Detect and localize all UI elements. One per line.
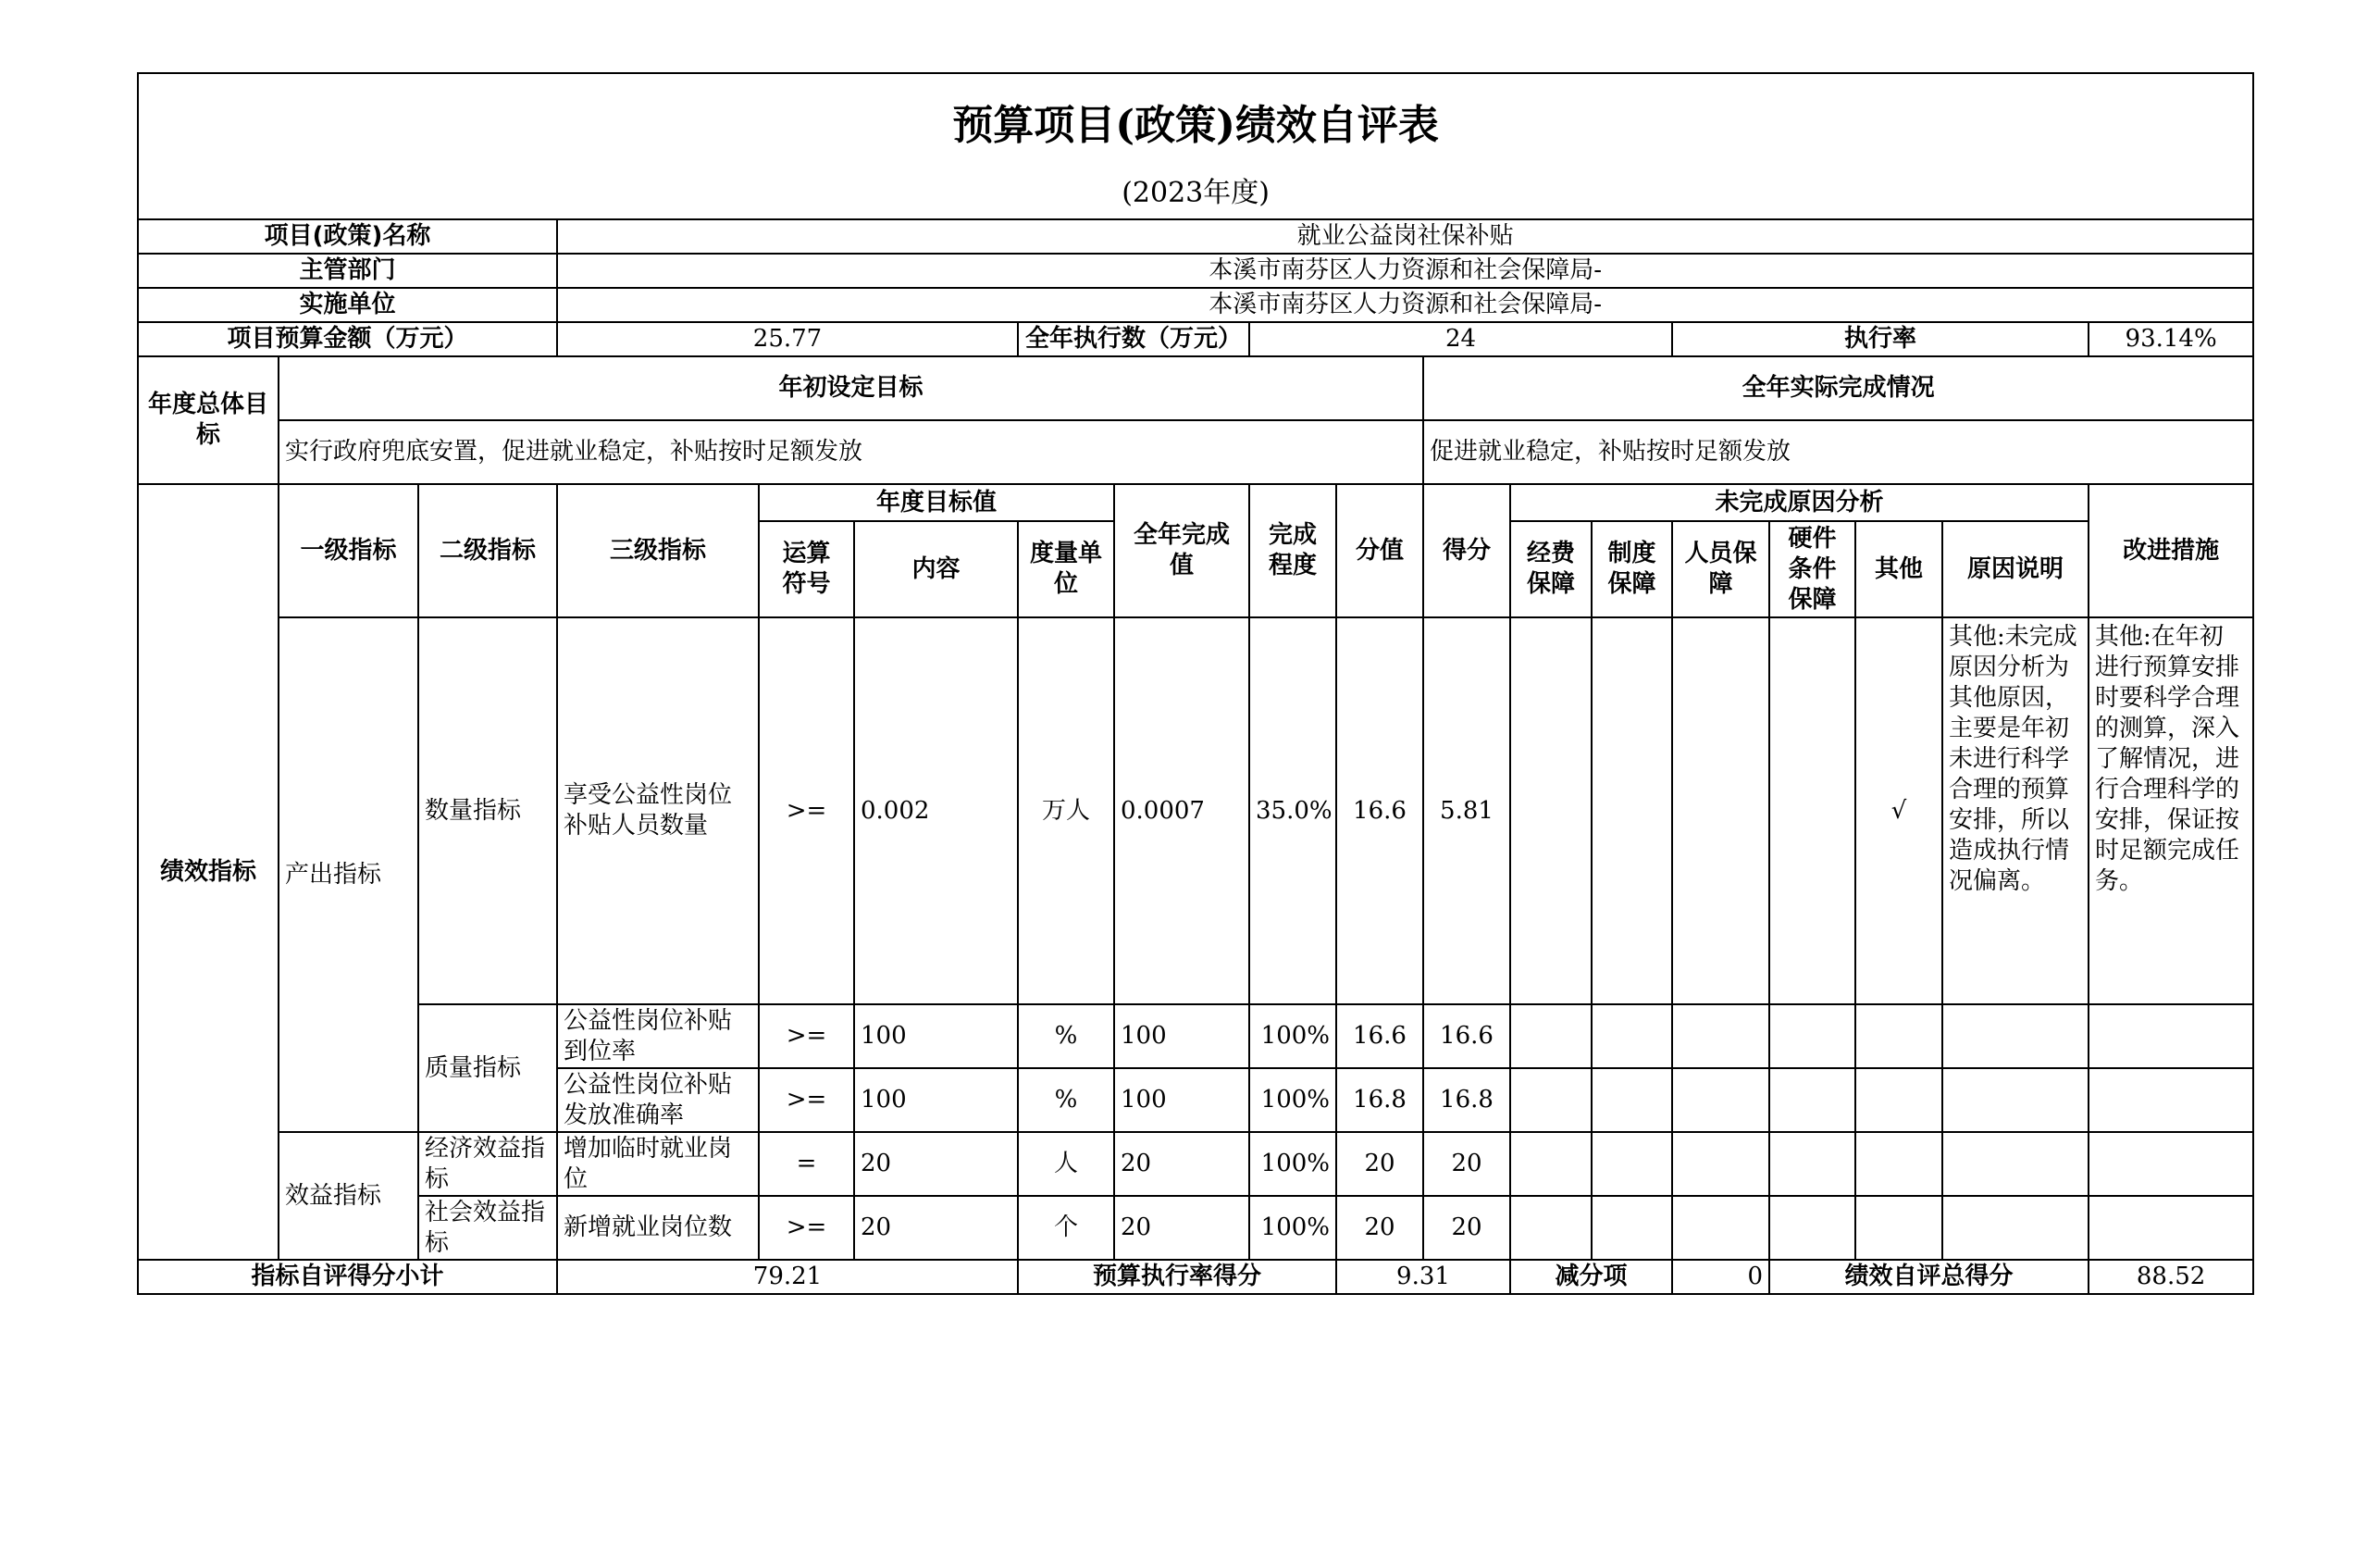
r-staff-cell	[1672, 1196, 1769, 1260]
lvl2-social: 社会效益指标	[418, 1196, 557, 1260]
weight-cell: 16.8	[1336, 1068, 1423, 1132]
r-other-cell	[1855, 1004, 1942, 1068]
deduct-label: 减分项	[1510, 1260, 1672, 1294]
performance-table	[137, 72, 2254, 1295]
r-sys-cell	[1592, 1132, 1672, 1196]
header-r-fund: 经费保障	[1510, 521, 1592, 617]
lvl2-economic: 经济效益指标	[418, 1132, 557, 1196]
score-cell: 16.8	[1423, 1068, 1510, 1132]
r-hw-cell	[1769, 1132, 1855, 1196]
table-row	[138, 1196, 2253, 1260]
r-staff-cell	[1672, 617, 1769, 1004]
degree-cell: 35.0%	[1249, 617, 1336, 1004]
goal-done-text: 促进就业稳定，补贴按时足额发放	[1423, 420, 2253, 484]
header-lvl3: 三级指标	[557, 484, 759, 617]
total-value: 88.52	[2089, 1260, 2253, 1294]
unit-cell: %	[1018, 1004, 1114, 1068]
improve-cell	[2089, 1068, 2253, 1132]
r-hw-cell	[1769, 1068, 1855, 1132]
content-cell: 20	[854, 1196, 1018, 1260]
exec-value: 24	[1249, 322, 1672, 356]
table-row	[138, 1004, 2253, 1068]
r-staff-cell	[1672, 1004, 1769, 1068]
subtotal-value: 79.21	[557, 1260, 1018, 1294]
dept-value: 本溪市南芬区人力资源和社会保障局-	[557, 254, 2253, 288]
budget-label: 项目预算金额（万元）	[138, 322, 557, 356]
lvl1-benefit: 效益指标	[279, 1132, 418, 1260]
lvl3-cell: 新增就业岗位数	[557, 1196, 759, 1260]
improve-cell	[2089, 1196, 2253, 1260]
header-content: 内容	[854, 521, 1018, 617]
goal-done-header: 全年实际完成情况	[1423, 356, 2253, 420]
score-cell: 16.6	[1423, 1004, 1510, 1068]
actual-cell: 20	[1114, 1132, 1249, 1196]
op-cell: >=	[759, 617, 854, 1004]
header-r-hw: 硬件条件保障	[1769, 521, 1855, 617]
unit-value: 本溪市南芬区人力资源和社会保障局-	[557, 288, 2253, 322]
r-other-check: √	[1855, 617, 1942, 1004]
subtotal-label: 指标自评得分小计	[138, 1260, 557, 1294]
r-note-cell	[1942, 1132, 2089, 1196]
improve-cell	[2089, 1004, 2253, 1068]
header-lvl2: 二级指标	[418, 484, 557, 617]
r-note-cell	[1942, 1196, 2089, 1260]
goal-set-text: 实行政府兜底安置，促进就业稳定，补贴按时足额发放	[279, 420, 1423, 484]
improve-cell	[2089, 1132, 2253, 1196]
content-cell: 20	[854, 1132, 1018, 1196]
weight-cell: 20	[1336, 1196, 1423, 1260]
actual-cell: 0.0007	[1114, 617, 1249, 1004]
content-cell: 100	[854, 1004, 1018, 1068]
score-cell: 20	[1423, 1132, 1510, 1196]
r-staff-cell	[1672, 1068, 1769, 1132]
r-fund-cell	[1510, 1132, 1592, 1196]
header-target-group: 年度目标值	[759, 484, 1114, 521]
weight-cell: 20	[1336, 1132, 1423, 1196]
lvl3-cell: 公益性岗位补贴到位率	[557, 1004, 759, 1068]
r-fund-cell	[1510, 1068, 1592, 1132]
lvl2-quality: 质量指标	[418, 1004, 557, 1132]
op-cell: >=	[759, 1004, 854, 1068]
r-other-cell	[1855, 1196, 1942, 1260]
weight-cell: 16.6	[1336, 1004, 1423, 1068]
header-lvl1: 一级指标	[279, 484, 418, 617]
lvl2-quantity: 数量指标	[418, 617, 557, 1004]
header-r-sys: 制度保障	[1592, 521, 1672, 617]
header-improve: 改进措施	[2089, 484, 2253, 617]
header-r-other: 其他	[1855, 521, 1942, 617]
r-other-cell	[1855, 1068, 1942, 1132]
improve-cell: 其他:在年初进行预算安排时要科学合理的测算，深入了解情况，进行合理科学的安排，保证按时足额完成任务。	[2089, 617, 2253, 1004]
content-cell: 100	[854, 1068, 1018, 1132]
unit-label: 实施单位	[138, 288, 557, 322]
lvl1-output: 产出指标	[279, 617, 418, 1132]
score-cell: 20	[1423, 1196, 1510, 1260]
budget-value: 25.77	[557, 322, 1018, 356]
op-cell: >=	[759, 1196, 854, 1260]
actual-cell: 20	[1114, 1196, 1249, 1260]
r-fund-cell	[1510, 617, 1592, 1004]
r-hw-cell	[1769, 617, 1855, 1004]
r-sys-cell	[1592, 1068, 1672, 1132]
project-name-label: 项目(政策)名称	[138, 219, 557, 254]
header-weight: 分值	[1336, 484, 1423, 617]
r-hw-cell	[1769, 1196, 1855, 1260]
unit-cell: 万人	[1018, 617, 1114, 1004]
rate-label: 执行率	[1672, 322, 2089, 356]
score-cell: 5.81	[1423, 617, 1510, 1004]
header-op: 运算符号	[759, 521, 854, 617]
header-unit: 度量单位	[1018, 521, 1114, 617]
degree-cell: 100%	[1249, 1196, 1336, 1260]
r-note-cell	[1942, 1068, 2089, 1132]
goal-set-header: 年初设定目标	[279, 356, 1423, 420]
r-other-cell	[1855, 1132, 1942, 1196]
header-score: 得分	[1423, 484, 1510, 617]
r-note-cell: 其他:未完成原因分析为其他原因，主要是年初未进行科学合理的预算安排，所以造成执行情况偏离。	[1942, 617, 2089, 1004]
op-cell: >=	[759, 1068, 854, 1132]
actual-cell: 100	[1114, 1068, 1249, 1132]
degree-cell: 100%	[1249, 1004, 1336, 1068]
project-name-value: 就业公益岗社保补贴	[557, 219, 2253, 254]
r-sys-cell	[1592, 1196, 1672, 1260]
header-reason-group: 未完成原因分析	[1510, 484, 2089, 521]
header-degree: 完成程度	[1249, 484, 1336, 617]
lvl3-cell: 公益性岗位补贴发放准确率	[557, 1068, 759, 1132]
year-subtitle: (2023年度)	[138, 178, 2253, 219]
lvl3-cell: 享受公益性岗位补贴人员数量	[557, 617, 759, 1004]
header-actual: 全年完成值	[1114, 484, 1249, 617]
degree-cell: 100%	[1249, 1132, 1336, 1196]
weight-cell: 16.6	[1336, 617, 1423, 1004]
dept-label: 主管部门	[138, 254, 557, 288]
total-label: 绩效自评总得分	[1769, 1260, 2089, 1294]
r-fund-cell	[1510, 1004, 1592, 1068]
actual-cell: 100	[1114, 1004, 1249, 1068]
unit-cell: %	[1018, 1068, 1114, 1132]
r-fund-cell	[1510, 1196, 1592, 1260]
unit-cell: 个	[1018, 1196, 1114, 1260]
r-sys-cell	[1592, 617, 1672, 1004]
header-r-note: 原因说明	[1942, 521, 2089, 617]
header-r-staff: 人员保障	[1672, 521, 1769, 617]
page-title: 预算项目(政策)绩效自评表	[138, 73, 2253, 178]
degree-cell: 100%	[1249, 1068, 1336, 1132]
deduct-value: 0	[1672, 1260, 1769, 1294]
lvl3-cell: 增加临时就业岗位	[557, 1132, 759, 1196]
r-sys-cell	[1592, 1004, 1672, 1068]
exec-label: 全年执行数（万元）	[1018, 322, 1249, 356]
table-row	[138, 1132, 2253, 1196]
annual-goal-label: 年度总体目标	[138, 356, 279, 484]
r-hw-cell	[1769, 1004, 1855, 1068]
unit-cell: 人	[1018, 1132, 1114, 1196]
op-cell: =	[759, 1132, 854, 1196]
r-staff-cell	[1672, 1132, 1769, 1196]
r-note-cell	[1942, 1004, 2089, 1068]
budget-score-value: 9.31	[1336, 1260, 1510, 1294]
content-cell: 0.002	[854, 617, 1018, 1004]
table-row	[138, 617, 2253, 1004]
rate-value: 93.14%	[2089, 322, 2253, 356]
budget-score-label: 预算执行率得分	[1018, 1260, 1336, 1294]
perf-indicator-label: 绩效指标	[138, 484, 279, 1260]
